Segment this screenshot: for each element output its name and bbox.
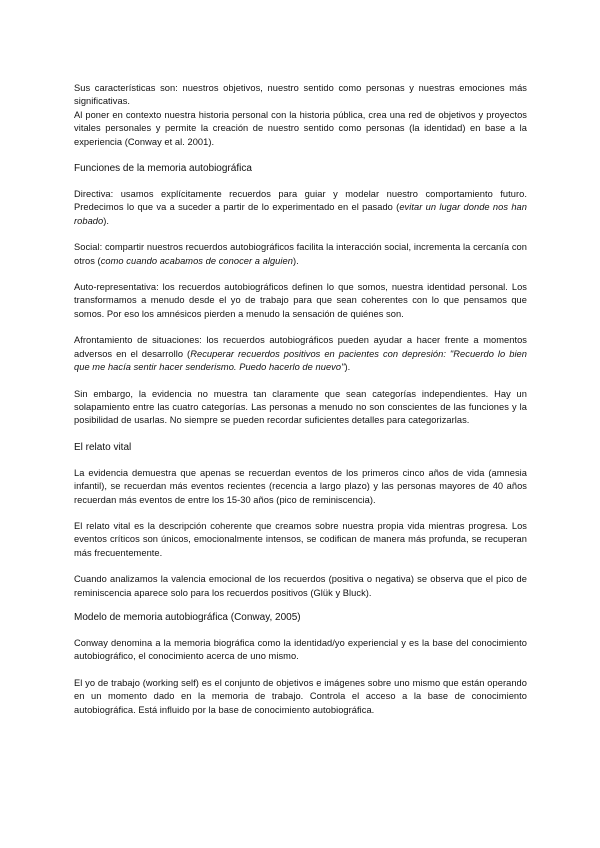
paragraph-afrontamiento — [74, 334, 527, 374]
relato-paragraph-2: El relato vital es la descripción coherente que creamos sobre nuestra propia vida mientras progresa. Los eventos críticos son únicos, emocionalmente intensos, se codifican de manera más profunda, se recuperan más frecuentemente. — [74, 520, 527, 558]
directiva-example: evitar un lugar donde nos han robado — [74, 202, 527, 226]
modelo-paragraph-1: Conway denomina a la memoria biográfica como la identidad/yo experiencial y es la base del conocimiento autobiográfico, el conocimiento acerca de uno mismo. — [74, 637, 527, 662]
intro-paragraph-2: Al poner en contexto nuestra historia personal con la historia pública, crea una red de objetivos y proyectos vitales personales y permite la creación de nuestro sentido como personas (la identidad) en base a la experiencia (Conway et al. 2001). — [74, 109, 527, 147]
heading-relato-vital: El relato vital — [74, 441, 132, 453]
modelo-paragraph-2: El yo de trabajo (working self) es el conjunto de objetivos e imágenes sobre uno mismo que están operando en un momento dado en la memoria de trabajo. Controla el acceso a la base de conocimiento autobiográfica. Está influido por la base de conocimiento autobiográfica. — [74, 677, 527, 715]
paragraph-sin-embargo: Sin embargo, la evidencia no muestra tan claramente que sean categorías independientes. Hay un solapamiento entre las cuatro categorías. Las personas a menudo no son conscientes de las funciones y la posibilidad de usarlas. No siempre se pueden recordar suficientes detalles para categorizarlas. — [74, 388, 527, 426]
social-text: Social: compartir nuestros recuerdos autobiográficos facilita la interacción social, incrementa la cercanía con otros ( — [74, 242, 527, 266]
social-example: como cuando acabamos de conocer a alguien — [100, 255, 293, 266]
paragraph-directiva — [74, 188, 527, 228]
paragraph-social — [74, 241, 527, 268]
heading-modelo-conway: Modelo de memoria autobiográfica (Conway, 2005) — [74, 611, 301, 623]
directiva-end: ). — [103, 215, 110, 226]
social-end: ). — [292, 255, 299, 266]
afrontamiento-end: ). — [344, 362, 351, 373]
relato-paragraph-3: Cuando analizamos la valencia emocional de los recuerdos (positiva o negativa) se observa que el pico de reminiscencia aparece solo para los recuerdos positivos (Glük y Bluck). — [74, 574, 527, 598]
intro-paragraph-1: Sus características son: nuestros objetivos, nuestro sentido como personas y nuestras emociones más significativas. — [74, 83, 527, 107]
afrontamiento-example: Recuperar recuerdos positivos en pacientes con depresión: "Recuerdo lo bien que me hacía sentir hacer senderismo. Puedo hacerlo de nuevo" — [74, 348, 527, 373]
afrontamiento-text: Afrontamiento de situaciones: los recuerdos autobiográficos pueden ayudar a hacer frente a momentos adversos en el desarrollo ( — [74, 335, 527, 359]
heading-funciones: Funciones de la memoria autobiográfica — [74, 163, 252, 175]
directiva-text: Directiva: usamos explícitamente recuerdos para guiar y modelar nuestro comportamiento futuro. Predecimos lo que va a suceder a partir de lo experimentado en el pasado ( — [74, 189, 527, 213]
paragraph-auto-representativa: Auto-representativa: los recuerdos autobiográficos definen lo que somos, nuestra identidad personal. Los transformamos a menudo desde el yo de trabajo para que sean coherentes con lo que pensamos que somos. Por eso los amnésicos pierden a menudo la sensación de quiénes son. — [74, 282, 527, 319]
relato-paragraph-1: La evidencia demuestra que apenas se recuerdan eventos de los primeros cinco años de vida (amnesia infantil), se recuerdan más eventos recientes (recencia a largo plazo) y las personas mayores de 40 años recuerdan más eventos de entre los 15-30 años (pico de reminiscencia). — [74, 467, 527, 505]
